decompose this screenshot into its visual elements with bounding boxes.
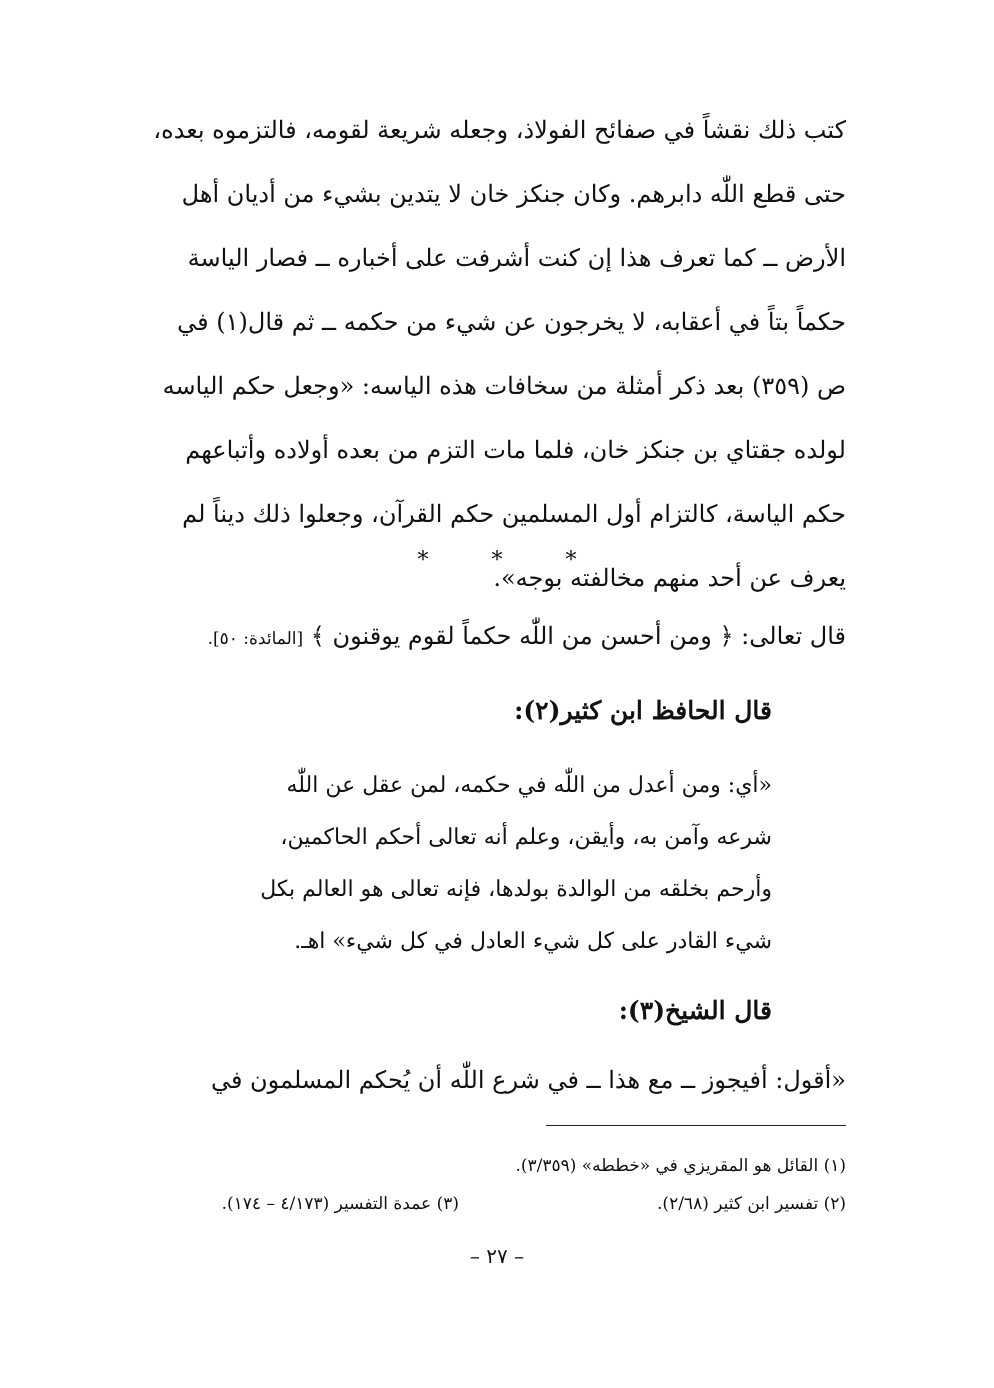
paragraph-line: حكم الياسة، كالتزام أول المسلمين حكم القرآن، وجعلوا ذلك ديناً لم	[182, 500, 846, 528]
verse-reference: [المائدة: ٥٠].	[207, 629, 304, 649]
paragraph-line: كتب ذلك نقشاً في صفائح الفولاذ، وجعله شريعة لقومه، فالتزموه بعده،	[153, 116, 846, 144]
paragraph-line: يعرف عن أحد منهم مخالفته بوجه».	[493, 564, 846, 592]
quote-line: وأرحم بخلقه من الوالدة بولدها، فإنه تعالى هو العالم بكل	[260, 877, 772, 902]
footnote-3: (٣) عمدة التفسير (٤/١٧٣ – ١٧٤).	[221, 1194, 459, 1214]
block-quote	[212, 760, 772, 968]
paragraph-line: حكماً بتاً في أعقابه، لا يخرجون عن شيء من حكمه ــ ثم قال(١) في	[177, 308, 846, 336]
page-number: – ٢٧ –	[469, 1244, 525, 1268]
quran-verse	[138, 610, 846, 665]
footnote-2: (٢) تفسير ابن كثير (٢/٦٨).	[657, 1194, 846, 1214]
verse-text: قال تعالى: ﴿ ومن أحسن من اللّٰه حكماً لقوم يوقنون ﴾	[310, 622, 846, 650]
heading-ibn-kathir: قال الحافظ ابن كثير(٢):	[514, 696, 772, 725]
paragraph-line: حتى قطع اللّٰه دابرهم. وكان جنكز خان لا يتدين بشيء من أديان أهل	[181, 180, 846, 208]
paragraph-line: لولده جقتاي بن جنكز خان، فلما مات التزم من بعده أولاده وأتباعهم	[185, 436, 846, 464]
paragraph-1	[138, 98, 846, 610]
quote-line: شيء القادر على كل شيء العادل في كل شيء» اهـ.	[294, 929, 772, 954]
quote-line: شرعه وآمن به، وأيقن، وعلم أنه تعالى أحكم الحاكمين،	[280, 825, 772, 850]
quote-line: «أي: ومن أعدل من اللّٰه في حكمه، لمن عقل عن اللّٰه	[286, 773, 772, 798]
heading-sheikh: قال الشيخ(٣):	[618, 996, 772, 1025]
paragraph-continuation: «أقول: أفيجوز ــ مع هذا ــ في شرع اللّٰه أن يُحكم المسلمون في	[210, 1066, 846, 1094]
paragraph-line: الأرض ــ كما تعرف هذا إن كنت أشرفت على أخباره ــ فصار الياسة	[187, 244, 846, 272]
footnote-divider	[546, 1125, 846, 1126]
paragraph-line: ص (٣٥٩) بعد ذكر أمثلة من سخافات هذه الياسه: «وجعل حكم الياسه	[162, 372, 846, 400]
footnote-1: (١) القائل هو المقريزي في «خططه» (٣/٣٥٩).	[515, 1156, 846, 1176]
section-separator: * * *	[417, 548, 605, 573]
